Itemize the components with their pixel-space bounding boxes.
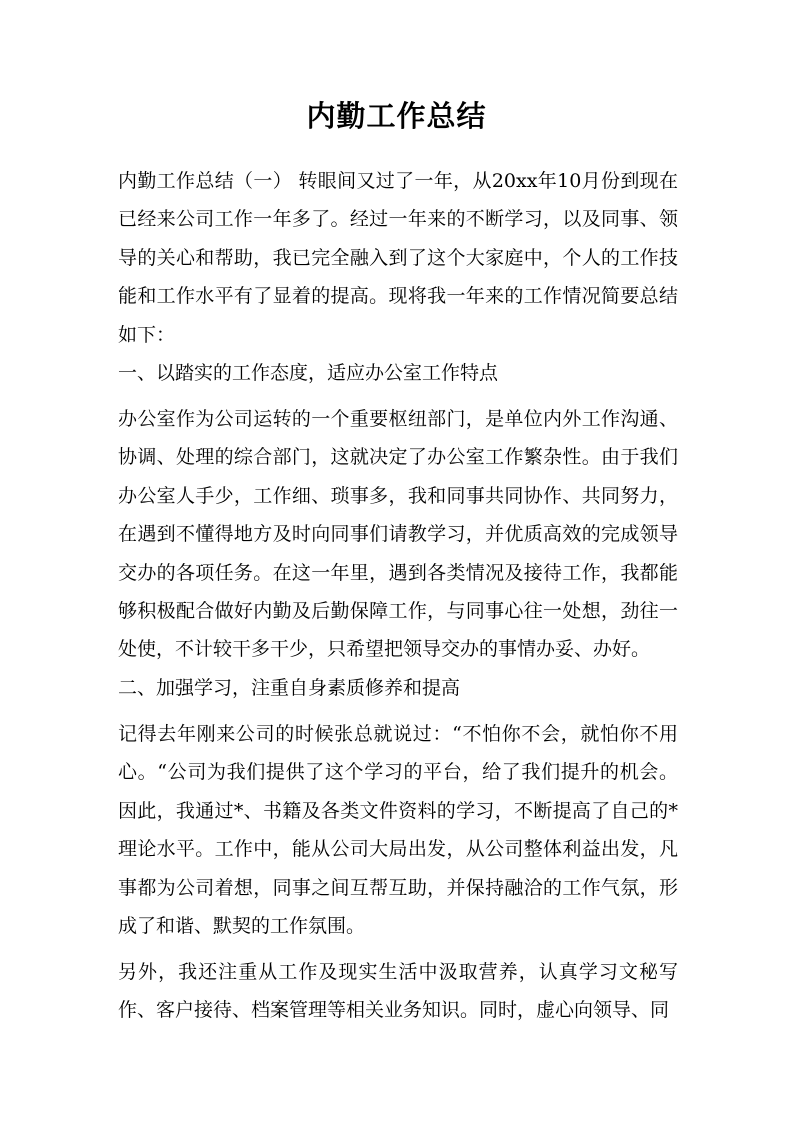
paragraph-intro: 内勤工作总结（一） 转眼间又过了一年，从20xx年10月份到现在已经来公司工作一年多了。经过一年来的不断学习，以及同事、领导的关心和帮助，我已完全融入到了这个大家庭中，个人的工作技能和工作水平有了显着的提高。现将我一年来的工作情况简要总结如下： xyxy=(118,170,678,346)
document-title: 内勤工作总结 xyxy=(306,99,487,133)
section-heading-1: 一、以踏实的工作态度，适应办公室工作特点 xyxy=(118,362,499,384)
paragraph-section-2-continued: 另外，我还注重从工作及现实生活中汲取营养，认真学习文秘写作、客户接待、档案管理等相关业务知识。同时，虚心向领导、同 xyxy=(118,961,678,1022)
paragraph-section-1: 办公室作为公司运转的一个重要枢纽部门，是单位内外工作沟通、协调、处理的综合部门，这就决定了办公室工作繁杂性。由于我们办公室人手少，工作细、琐事多，我和同事共同协作、共同努力，在遇到不懂得地方及时向同事们请教学习，并优质高效的完成领导交办的各项任务。在这一年里，遇到各类情况及接待工作，我都能够积极配合做好内勤及后勤保障工作，与同事心往一处想，劲往一处使，不计较干多干少，只希望把领导交办的事情办妥、办好。 xyxy=(118,408,678,661)
paragraph-section-2: 记得去年刚来公司的时候张总就说过：“不怕你不会，就怕你不用心。“公司为我们提供了这个学习的平台，给了我们提升的机会。因此，我通过*、书籍及各类文件资料的学习，不断提高了自己的*理论水平。工作中，能从公司大局出发，从公司整体利益出发，凡事都为公司着想，同事之间互帮互助，并保持融洽的工作气氛，形成了和谐、默契的工作氛围。 xyxy=(118,723,678,938)
section-heading-2: 二、加强学习，注重自身素质修养和提高 xyxy=(118,677,461,699)
